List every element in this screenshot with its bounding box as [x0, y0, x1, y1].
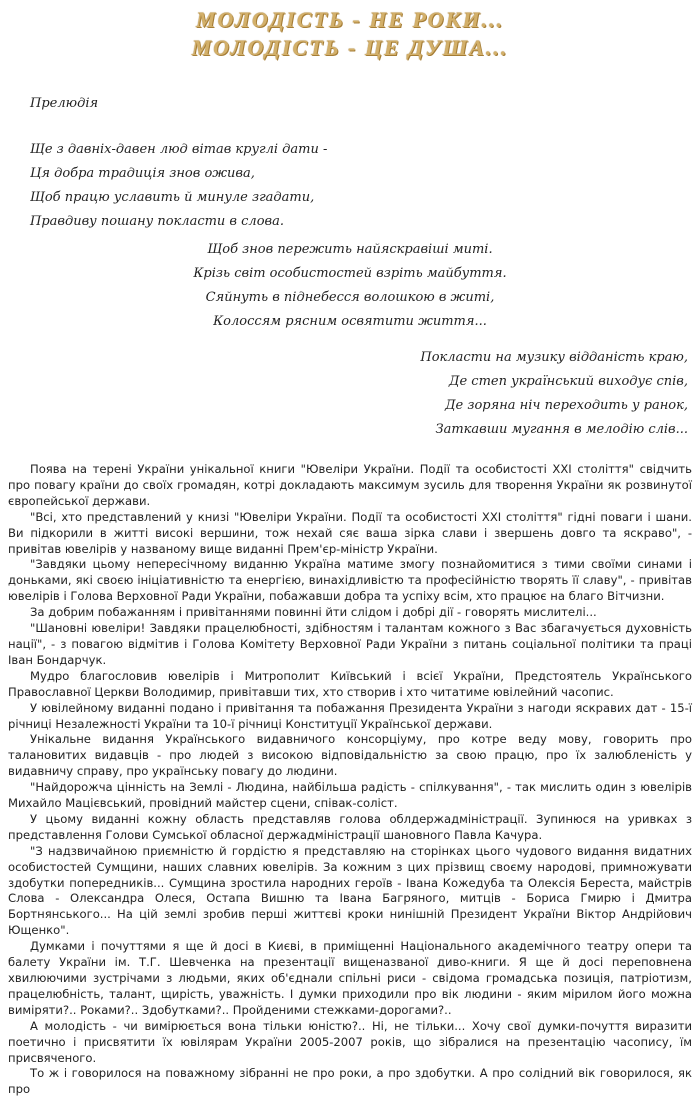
paragraph: У ювілейному виданні подано і привітання та побажання Президента України з нагоди яскравих дат - 15-ї річниці Незалежності України та 10-ї річниці Конституції Української держави. [8, 700, 692, 731]
poem-stanza-1 [30, 138, 327, 234]
poem-line: Ще з давніх-давен люд вітав круглі дати - [30, 142, 328, 157]
title-line-2: МОЛОДІСТЬ - ЦЕ ДУША... [191, 35, 509, 60]
poem-stanza-2 [0, 238, 700, 334]
poem-line: Щоб працю уславить й минуле згадати, [30, 190, 315, 205]
paragraph: Мудро благословив ювелірів і Митрополит Київський і всієї України, Предстоятель Українського Православної Церкви Володимир, привітавши тих, хто створив і хто читатиме ювілейний часопис. [8, 668, 692, 699]
paragraph: У цьому виданні кожну область представляв голова облдержадміністрації. Зупинюся на уривках з представлення Голови Сумської обласної держадміністрації шановного Павла Качура. [8, 811, 692, 842]
paragraph: "Шановні ювеліри! Завдяки працелюбності, здібностям і талантам кожного з Вас збагачується духовність нації", - з повагою відмітив і Голова Комітету Верховної Ради України з питань соціальної політики та праці Іван Бондарчук. [8, 621, 692, 667]
poem-line: Покласти на музику відданість краю, [420, 350, 688, 365]
page-title [0, 6, 700, 62]
poem-line: Ця добра традиція знов ожива, [30, 166, 255, 181]
paragraph: "Найдорожча цінність на Землі - Людина, найбільша радість - спілкування", - так мислить один з ювелірів Михайло Мацієвський, провідний майстер сцени, співак-соліст. [8, 780, 692, 811]
paragraph: То ж і говорилося на поважному зібранні не про роки, а про здобутки. А про солідний вік говорилося, як про [8, 1066, 692, 1097]
paragraph: "Всі, хто представлений у книзі "Ювеліри України. Події та особистості XXI століття" гідні поваги і шани. Ви підкорили в житті високі вершини, тож нехай сяє ваша зірка слави і звершень довго та яскраво", - привітав ювелірів у названому вище виданні Прем'єр-міністр України. [8, 509, 692, 556]
poem-line: Щоб знов пережить найяскравіші миті. [207, 242, 493, 257]
poem-line: Правдиву пошану покласти в слова. [30, 214, 284, 229]
prelude-heading: Прелюдія [30, 96, 99, 111]
paragraph: А молодість - чи вимірюється вона тільки юністю?.. Ні, не тільки... Хочу свої думки-почуття виразити поетично і присвятити їх ювілярам України 2005-2007 років, що зібралися на презентацію часопису, їм присвяченого. [8, 1018, 692, 1065]
poem-line: Де степ український виходує спів, [448, 374, 688, 389]
poem-line: Крізь світ особистостей взріть майбуття. [193, 266, 507, 281]
page [0, 6, 700, 1097]
article-body [8, 462, 692, 1098]
paragraph: Думками і почуттями я ще й досі в Києві, в приміщенні Національного академічного театру опери та балету України ім. Т.Г. Шевченка на презентації вищеназваної диво-книги. Я ще й досі переповнена хвилюючими зустрічами з людьми, яких об'єднали спільні риси - свідома громадська позиція, патріотизм, працелюбність, талант, щирість, уважність. І думки приходили про вік людини - яким мірилом його можна виміряти?.. Роками?.. Здобутками?.. Пройденими стежками-дорогами?.. [8, 939, 692, 1017]
title-line-1: МОЛОДІСТЬ - НЕ РОКИ... [195, 7, 505, 32]
poem-line: Де зоряна ніч переходить у ранок, [444, 398, 688, 413]
paragraph: Поява на терені України унікальної книги "Ювеліри України. Події та особистості XXI століття" свідчить про повагу країни до своїх громадян, котрі докладають максимум зусиль для творення України як розвинутої європейської держави. [8, 462, 692, 508]
paragraph: "З надзвичайною приємністю й гордістю я представляю на сторінках цього чудового видання видатних особистостей Сумщини, наших славних ювелірів. За кожним з цих прізвищ своєму народові, примножувати здобутки попередників... Сумщина зростила народних героїв - Івана Кожедуба та Олексія Береста, майстрів Слова - Олександра Олеся, Остапа Вишню та Івана Багряного, митців - Бориса Гмирю і Дмитра Бортнянського... На цій землі зробив перші життєві кроки нинішній Президент України Віктор Андрійович Ющенко". [8, 843, 692, 938]
poem-line: Сяйнуть в піднебесся волошкою в житі, [205, 290, 495, 305]
poem-stanza-3 [420, 346, 688, 442]
paragraph: "Завдяки цьому непересічному виданню Україна матиме змогу познайомитися з тими своїми синами і доньками, які своєю ініціативністю та енергією, винахідливістю та професійністю творять її славу", - привітав ювелірів і Голова Верховної Ради України, побажавши добра та успіху всім, хто працює на благо Вітчизни. [8, 557, 692, 604]
paragraph: Унікальне видання Українського видавничого консорціуму, про котре веду мову, говорить про талановитих видавців - про людей з високою відповідальністю за свою працю, про їх залюбленість у видавничу справу, про українську повагу до людини. [8, 732, 692, 779]
poem-line: Колоссям рясним освятити життя... [213, 314, 487, 329]
paragraph: За добрим побажанням і привітаннями повинні йти слідом і добрі дії - говорять мислителі... [30, 605, 597, 620]
poem-line: Заткавши мугання в мелодію слів... [435, 422, 688, 437]
